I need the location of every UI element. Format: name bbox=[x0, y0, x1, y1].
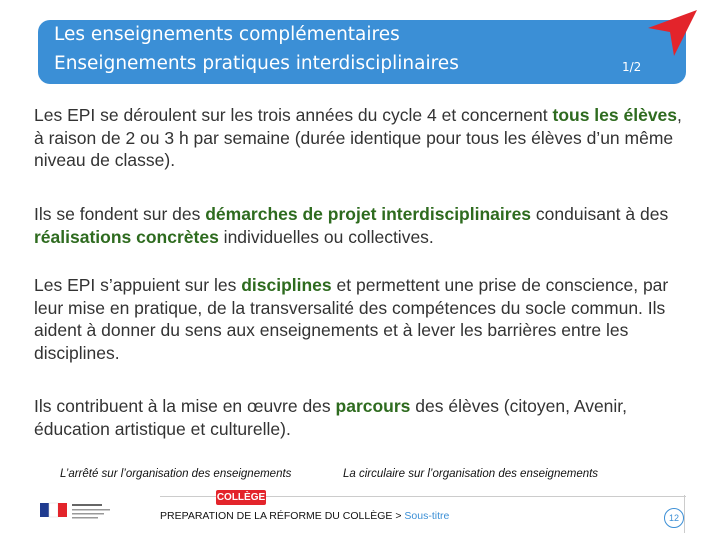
red-arrow-cursor-icon bbox=[644, 8, 700, 58]
footer-text: PREPARATION DE LA RÉFORME DU COLLÈGE > Sous-titre bbox=[160, 510, 450, 522]
footer-vertical-divider bbox=[684, 495, 685, 533]
page-title: Les enseignements complémentaires bbox=[54, 24, 400, 45]
highlight-disciplines: disciplines bbox=[241, 275, 332, 295]
page-subtitle: Enseignements pratiques interdisciplinaires bbox=[54, 53, 459, 74]
highlight-demarches: démarches de projet interdisciplinaires bbox=[205, 204, 532, 224]
paragraph-epi-disciplines: Les EPI s’appuient sur les disciplines et permettent une prise de conscience, par leur mise en pratique, de la transversalité des compétences du socle commun. Ils aident à donner du sens aux enseignements et à lever les barrières entre les disciplines. bbox=[34, 275, 669, 363]
link-circulaire[interactable]: La circulaire sur l’organisation des enseignements bbox=[343, 468, 599, 480]
college-badge: COLLÈGE bbox=[216, 492, 266, 503]
title-banner bbox=[38, 20, 686, 84]
link-arrete[interactable]: L’arrêté sur l’organisation des enseignements bbox=[60, 468, 292, 480]
paragraph-epi-schedule: Les EPI se déroulent sur les trois années du cycle 4 et concernent tous les élèves, à raison de 2 ou 3 h par semaine (durée identique pour tous les élèves d’un même niveau de classe). bbox=[34, 105, 682, 170]
paragraph-epi-projects: Ils se fondent sur des démarches de projet interdisciplinaires conduisant à des réalisations concrètes individuelles ou collectives. bbox=[34, 204, 669, 247]
highlight-realisations: réalisations concrètes bbox=[34, 226, 219, 247]
paragraph-epi-parcours: Ils contribuent à la mise en œuvre des parcours des élèves (citoyen, Avenir, éducation artistique et culturelle). bbox=[34, 396, 628, 439]
republique-francaise-logo-icon bbox=[38, 500, 128, 526]
page-indicator: 1/2 bbox=[622, 60, 642, 74]
slide-number: 12 bbox=[664, 508, 684, 528]
highlight-tous-les-eleves: tous les élèves bbox=[552, 105, 678, 125]
footer-subtitle: Sous-titre bbox=[404, 510, 450, 522]
highlight-parcours: parcours bbox=[335, 396, 411, 416]
